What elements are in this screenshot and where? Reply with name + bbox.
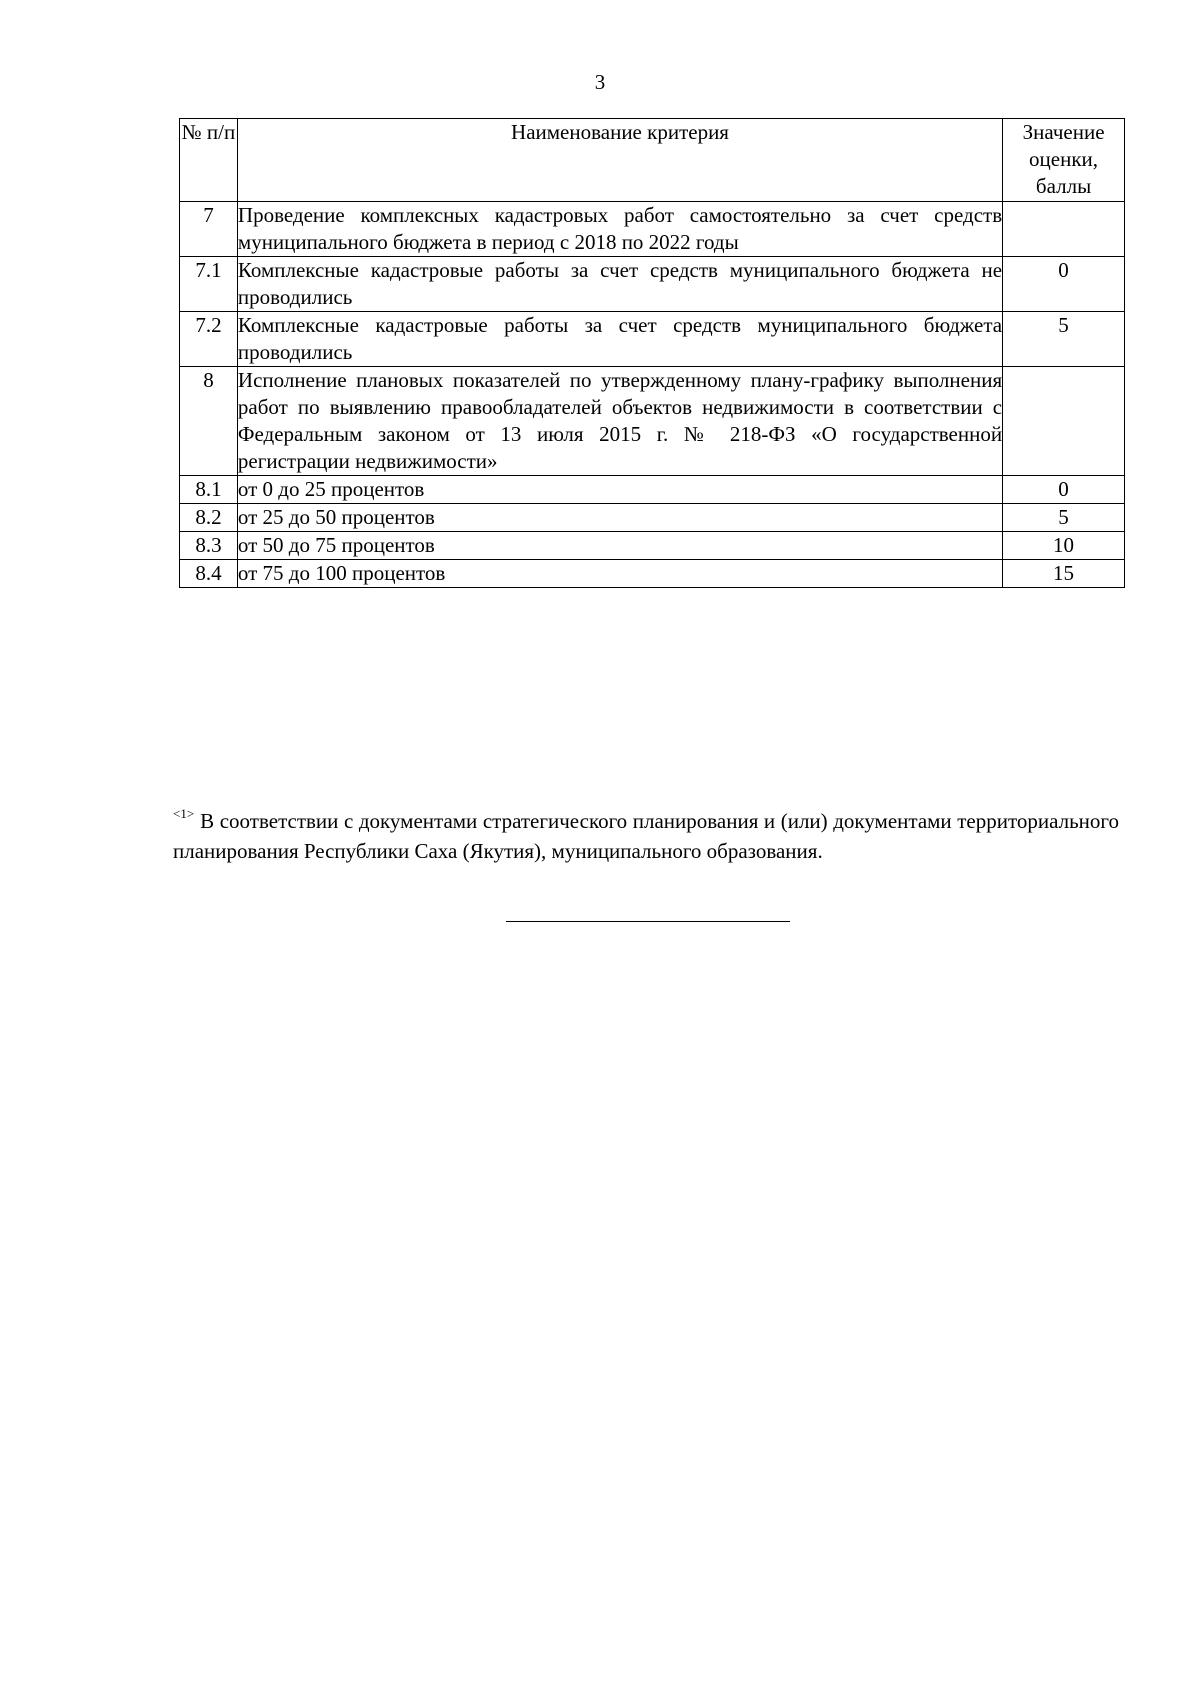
row-score: 0 <box>1003 476 1125 504</box>
end-rule <box>506 921 790 922</box>
table-row <box>180 257 1125 312</box>
table-row <box>180 560 1125 588</box>
table-row <box>180 504 1125 532</box>
row-score: 15 <box>1003 560 1125 588</box>
row-num: 8.4 <box>180 560 238 588</box>
table-row <box>180 476 1125 504</box>
table-row <box>180 367 1125 476</box>
header-num: № п/п <box>180 119 238 202</box>
criteria-table <box>179 118 1125 588</box>
footnote-text: В соответствии с документами стратегического планирования и (или) документами территориального планирования Республики Саха (Якутия), муниципального образования. <box>173 809 1119 863</box>
row-name: от 25 до 50 процентов <box>237 504 1002 532</box>
row-score: 5 <box>1003 312 1125 367</box>
row-score: 5 <box>1003 504 1125 532</box>
row-num: 7.2 <box>180 312 238 367</box>
row-score: 10 <box>1003 532 1125 560</box>
row-name: Исполнение плановых показателей по утвержденному плану-графику выполнения работ по выявлению правообладателей объектов недвижимости в соответствии с Федеральным законом от 13 июля 2015 г. № 218-ФЗ «О государственной регистрации недвижимости» <box>237 367 1002 476</box>
row-num: 8.2 <box>180 504 238 532</box>
table-row <box>180 202 1125 257</box>
header-name: Наименование критерия <box>237 119 1002 202</box>
table-row <box>180 532 1125 560</box>
row-score: 0 <box>1003 257 1125 312</box>
row-name: Проведение комплексных кадастровых работ самостоятельно за счет средств муниципального бюджета в период с 2018 по 2022 годы <box>237 202 1002 257</box>
footnote <box>173 806 1119 866</box>
row-score <box>1003 367 1125 476</box>
row-score <box>1003 202 1125 257</box>
table-row <box>180 312 1125 367</box>
row-num: 8.3 <box>180 532 238 560</box>
row-num: 8 <box>180 367 238 476</box>
row-name: Комплексные кадастровые работы за счет средств муниципального бюджета не проводились <box>237 257 1002 312</box>
page-number: 3 <box>594 70 606 94</box>
row-name: от 0 до 25 процентов <box>237 476 1002 504</box>
table-header-row <box>180 119 1125 202</box>
footnote-marker: <1> <box>173 806 195 821</box>
row-name: от 75 до 100 процентов <box>237 560 1002 588</box>
row-name: Комплексные кадастровые работы за счет средств муниципального бюджета проводились <box>237 312 1002 367</box>
row-num: 8.1 <box>180 476 238 504</box>
header-score: Значение оценки, баллы <box>1003 119 1125 202</box>
row-name: от 50 до 75 процентов <box>237 532 1002 560</box>
row-num: 7.1 <box>180 257 238 312</box>
row-num: 7 <box>180 202 238 257</box>
